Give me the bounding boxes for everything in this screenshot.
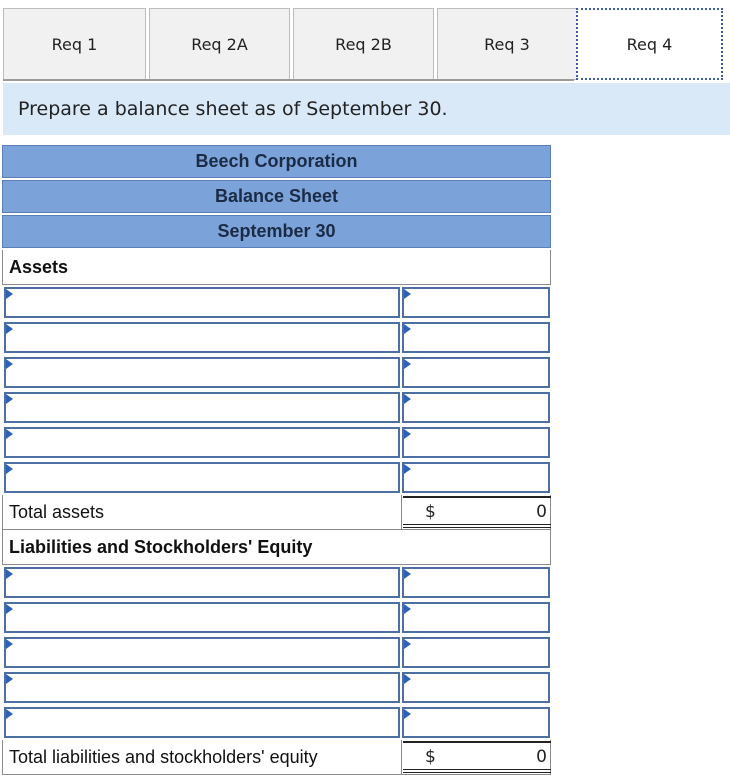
asset-amount-input[interactable]: [402, 462, 550, 493]
statement-title: Balance Sheet: [2, 180, 551, 213]
asset-row: [2, 460, 551, 495]
asset-row: [2, 320, 551, 355]
total-assets-row: [2, 495, 551, 530]
asset-amount-input[interactable]: [402, 357, 550, 388]
asset-account-dropdown[interactable]: [4, 322, 400, 353]
requirement-tabs: [3, 8, 730, 82]
dropdown-arrow-icon: [404, 289, 411, 299]
currency-symbol: $: [425, 502, 436, 522]
liability-account-dropdown[interactable]: [4, 567, 400, 598]
liability-amount-input[interactable]: [402, 567, 550, 598]
tab-req-3[interactable]: Req 3: [437, 8, 577, 80]
tab-req-1[interactable]: Req 1: [3, 8, 146, 80]
liability-amount-input[interactable]: [402, 707, 550, 738]
liability-row: [2, 705, 551, 740]
dropdown-arrow-icon: [6, 569, 13, 579]
dropdown-arrow-icon: [404, 569, 411, 579]
dropdown-arrow-icon: [6, 324, 13, 334]
liability-account-dropdown[interactable]: [4, 637, 400, 668]
total-liabilities-label: Total liabilities and stockholders' equity: [9, 746, 318, 767]
liability-account-dropdown[interactable]: [4, 707, 400, 738]
liability-account-dropdown[interactable]: [4, 602, 400, 633]
dropdown-arrow-icon: [6, 394, 13, 404]
column-divider: [401, 495, 402, 529]
liability-amount-input[interactable]: [402, 602, 550, 633]
assets-heading: Assets: [2, 250, 551, 285]
tab-req-2b[interactable]: Req 2B: [293, 8, 434, 80]
asset-row: [2, 425, 551, 460]
dropdown-arrow-icon: [404, 639, 411, 649]
liabilities-heading: Liabilities and Stockholders' Equity: [2, 530, 551, 565]
asset-account-dropdown[interactable]: [4, 287, 400, 318]
total-assets-value: 0: [536, 502, 547, 522]
total-assets-label: Total assets: [9, 501, 105, 522]
tab-divider: [3, 79, 574, 81]
asset-account-dropdown[interactable]: [4, 427, 400, 458]
liability-account-dropdown[interactable]: [4, 672, 400, 703]
dropdown-arrow-icon: [6, 674, 13, 684]
total-assets-amount: [403, 496, 551, 528]
dropdown-arrow-icon: [6, 639, 13, 649]
liability-amount-input[interactable]: [402, 637, 550, 668]
dropdown-arrow-icon: [404, 604, 411, 614]
dropdown-arrow-icon: [404, 464, 411, 474]
liability-row: [2, 600, 551, 635]
currency-symbol: $: [425, 747, 436, 767]
asset-account-dropdown[interactable]: [4, 357, 400, 388]
dropdown-arrow-icon: [6, 604, 13, 614]
dropdown-arrow-icon: [404, 394, 411, 404]
liability-row: [2, 565, 551, 600]
dropdown-arrow-icon: [404, 429, 411, 439]
dropdown-arrow-icon: [6, 429, 13, 439]
company-name: Beech Corporation: [2, 145, 551, 178]
asset-row: [2, 285, 551, 320]
dropdown-arrow-icon: [404, 359, 411, 369]
asset-row: [2, 390, 551, 425]
asset-amount-input[interactable]: [402, 322, 550, 353]
column-divider: [401, 740, 402, 774]
tab-req-2a[interactable]: Req 2A: [149, 8, 290, 80]
dropdown-arrow-icon: [404, 709, 411, 719]
liability-amount-input[interactable]: [402, 672, 550, 703]
asset-amount-input[interactable]: [402, 287, 550, 318]
dropdown-arrow-icon: [6, 359, 13, 369]
dropdown-arrow-icon: [404, 324, 411, 334]
asset-account-dropdown[interactable]: [4, 392, 400, 423]
balance-sheet: [2, 145, 551, 775]
liability-row: [2, 635, 551, 670]
dropdown-arrow-icon: [6, 709, 13, 719]
asset-account-dropdown[interactable]: [4, 462, 400, 493]
liability-row: [2, 670, 551, 705]
dropdown-arrow-icon: [6, 289, 13, 299]
statement-date: September 30: [2, 215, 551, 248]
dropdown-arrow-icon: [404, 674, 411, 684]
instruction-text: Prepare a balance sheet as of September 30.: [3, 83, 730, 135]
asset-amount-input[interactable]: [402, 427, 550, 458]
dropdown-arrow-icon: [6, 464, 13, 474]
asset-row: [2, 355, 551, 390]
total-liabilities-amount: [403, 741, 551, 773]
asset-amount-input[interactable]: [402, 392, 550, 423]
total-liabilities-value: 0: [536, 747, 547, 767]
tab-req-4[interactable]: Req 4: [576, 8, 723, 80]
